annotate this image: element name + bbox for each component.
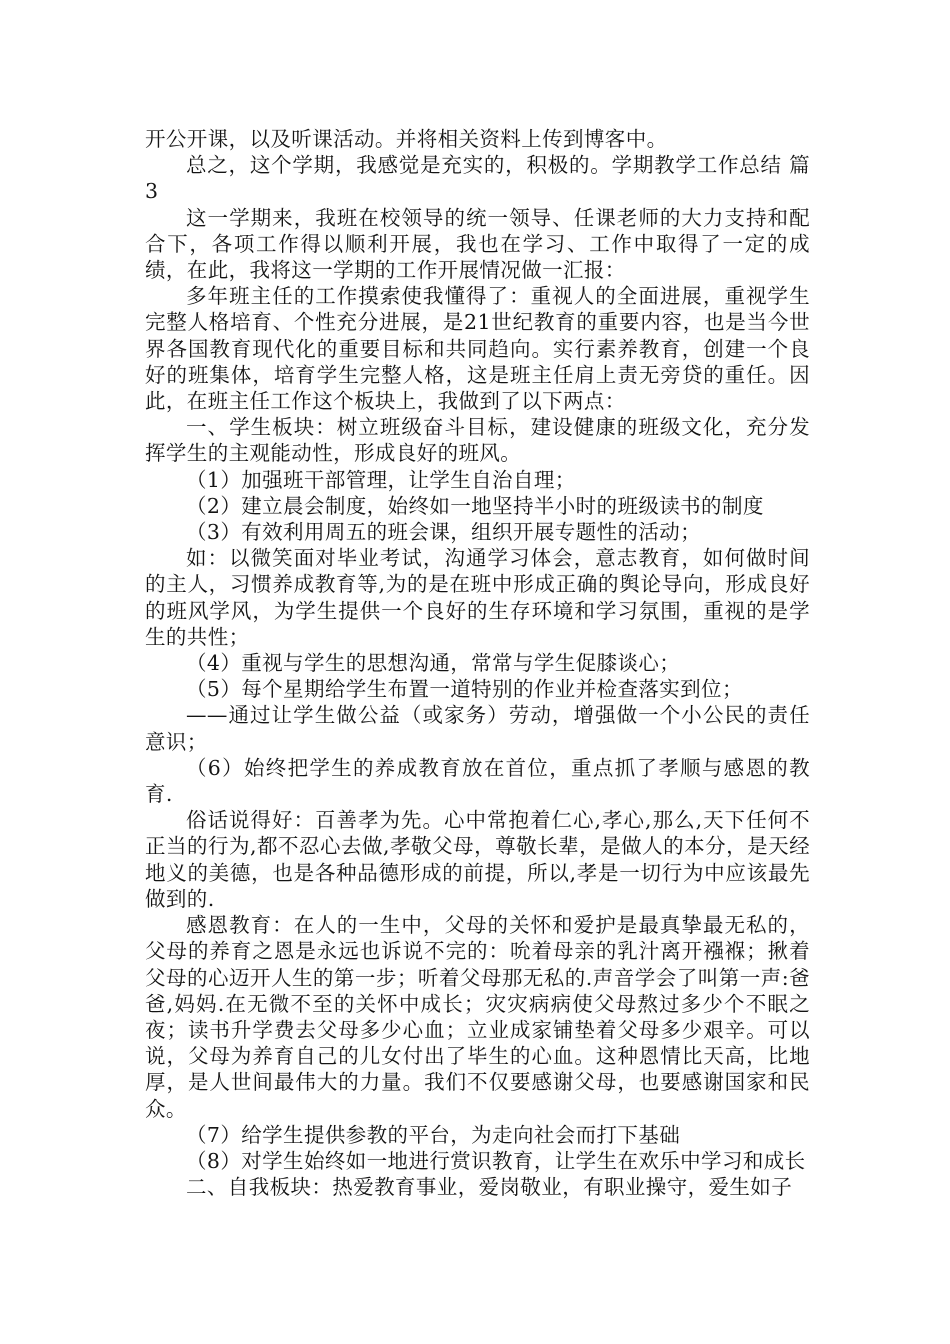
paragraph: （7）给学生提供参教的平台，为走向社会而打下基础 xyxy=(186,1122,681,1147)
document-body xyxy=(145,126,810,1200)
paragraph: 总之，这个学期，我感觉是充实的，积极的。学期教学工作总结 篇3 xyxy=(145,153,810,204)
paragraph: 多年班主任的工作摸索使我懂得了：重视人的全面进展，重视学生完整人格培育、个性充分进展，是21世纪教育的重要内容，也是当今世界各国教育现代化的重要目标和共同趋向。实行素养教育，创建一个良好的班集体，培育学生完整人格，这是班主任肩上责无旁贷的重任。因此，在班主任工作这个板块上，我做到了以下两点： xyxy=(145,284,810,414)
paragraph: 一、学生板块：树立班级奋斗目标，建设健康的班级文化，充分发挥学生的主观能动性，形成良好的班风。 xyxy=(145,415,810,466)
paragraph: （3）有效利用周五的班会课，组织开展专题性的活动； xyxy=(186,520,702,545)
paragraph: 二、自我板块：热爱教育事业，爱岗敬业，有职业操守，爱生如子 xyxy=(186,1175,793,1200)
paragraph: （6）始终把学生的养成教育放在首位，重点抓了孝顺与感恩的教育. xyxy=(145,755,810,807)
paragraph: （5）每个星期给学生布置一道特别的作业并检查落实到位； xyxy=(186,677,743,702)
paragraph: 如：以微笑面对毕业考试，沟通学习体会，意志教育，如何做时间的主人，习惯养成教育等,为的是在班中形成正确的舆论导向，形成良好的班风学风，为学生提供一个良好的生存环境和学习氛围，重视的是学生的共性； xyxy=(145,546,810,649)
paragraph: ——通过让学生做公益（或家务）劳动，增强做一个小公民的责任意识； xyxy=(145,703,810,754)
paragraph: （1）加强班干部管理，让学生自治自理； xyxy=(186,467,576,492)
paragraph: 开公开课，以及听课活动。并将相关资料上传到博客中。 xyxy=(145,127,668,151)
paragraph: （8）对学生始终如一地进行赏识教育，让学生在欢乐中学习和成长 xyxy=(186,1148,806,1173)
paragraph: （4）重视与学生的思想沟通，常常与学生促膝谈心； xyxy=(186,651,681,676)
paragraph: 俗话说得好：百善孝为先。心中常抱着仁心,孝心,那么,天下任何不正当的行为,都不忍心去做,孝敬父母，尊敬长辈，是做人的本分，是天经地义的美德，也是各种品德形成的前提，所以,孝是一切行为中应该最先做到的. xyxy=(145,808,810,911)
paragraph: 这一学期来，我班在校领导的统一领导、任课老师的大力支持和配合下，各项工作得以顺利开展，我也在学习、工作中取得了一定的成绩，在此，我将这一学期的工作开展情况做一汇报： xyxy=(145,205,810,283)
paragraph: 感恩教育：在人的一生中，父母的关怀和爱护是最真挚最无私的，父母的养育之恩是永远也诉说不完的：吮着母亲的乳汁离开襁褓；揪着父母的心迈开人生的第一步；听着父母那无私的.声音学会了叫第一声:爸爸,妈妈.在无微不至的关怀中成长；灾灾病病使父母熬过多少个不眠之夜；读书升学费去父母多少心血；立业成家铺垫着父母多少艰辛。可以说，父母为养育自己的儿女付出了毕生的心血。这种恩情比天高，比地厚，是人世间最伟大的力量。我们不仅要感谢父母，也要感谢国家和民众。 xyxy=(145,913,810,1121)
paragraph: （2）建立晨会制度，始终如一地坚持半小时的班级读书的制度 xyxy=(186,493,764,518)
